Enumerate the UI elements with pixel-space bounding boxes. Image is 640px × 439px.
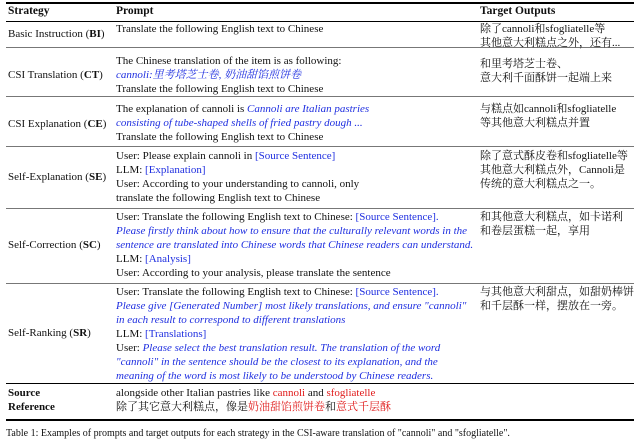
strategy-name: Self-Correction (8, 239, 77, 251)
csi-term: 意式千层酥 (336, 401, 391, 413)
row-rule (6, 96, 634, 97)
target-se (480, 149, 628, 191)
target-sr (480, 285, 634, 313)
source-reference (116, 386, 391, 414)
prompt-text: LLM: (116, 164, 146, 176)
strategy-name: Basic Instruction (8, 28, 83, 40)
bottom-rule (6, 419, 634, 421)
prompt-bi (116, 22, 323, 36)
header-prompt: Prompt (116, 5, 154, 17)
strategy-abbr: BI (89, 28, 101, 40)
prompt-sr (116, 285, 466, 383)
strategy-abbr: CE (87, 118, 103, 130)
source-text: and (305, 387, 327, 399)
strategy-abbr: SR (73, 327, 88, 339)
strategy-se: Self-Explanation (SE) (8, 171, 107, 183)
csi-term: 奶油甜馅煎饼卷 (248, 401, 325, 413)
source-label-text: Source (8, 387, 41, 399)
row-rule (6, 146, 634, 147)
prompt-instruction: Please give [Generated Number] most likely translations, and ensure "cannoli" (116, 300, 467, 312)
target-sc (480, 210, 623, 238)
prompt-line: User: According to your analysis, please translate the sentence (116, 267, 391, 279)
prompt-instruction: "cannoli" in the sentence should be the closest to its explanation, and the (116, 356, 438, 368)
reference-sentence (116, 400, 391, 414)
strategy-name: CSI Translation (8, 69, 78, 81)
prompt-sc (116, 210, 473, 280)
prompt-placeholder: [Source Sentence]. (355, 286, 439, 298)
row-rule (6, 208, 634, 209)
strategy-sc: Self-Correction (SC) (8, 239, 101, 251)
target-line: 其他意大利糕点外，Cannoli是 (480, 164, 625, 176)
strategy-sr: Self-Ranking (SR) (8, 327, 91, 339)
target-bi (480, 22, 620, 50)
target-ct (480, 57, 612, 85)
prompt-placeholder: [Explanation] (145, 164, 206, 176)
prompt-text: User: Translate the following English text to Chinese: (116, 286, 356, 298)
prompt-text: User: (116, 342, 143, 354)
prompt-text: User: Please explain cannoli in (116, 150, 255, 162)
source-text: alongside other Italian pastries like (116, 387, 273, 399)
target-line: 除了意式酥皮卷和sfogliatelle等 (480, 150, 628, 162)
prompt-explanation: consisting of tube-shaped shells of fried pastry dough ... (116, 117, 363, 129)
prompt-instruction: sentence are translated into Chinese words that Chinese readers can understand. (116, 239, 474, 251)
target-line: 和卷层蛋糕一起，享用 (480, 225, 590, 237)
target-line: 等其他意大利糕点并置 (480, 117, 590, 129)
prompt-line: translate the following English text to Chinese (116, 192, 321, 204)
source-sentence (116, 386, 391, 400)
target-line: 传统的意大利糕点之一。 (480, 178, 601, 190)
prompt-text: The explanation of cannoli is (116, 103, 248, 115)
prompt-placeholder: [Source Sentence] (255, 150, 336, 162)
prompt-explanation: Cannoli are Italian pastries (247, 103, 370, 115)
prompt-line-csi: cannoli:里考塔芝士卷, 奶油甜馅煎饼卷 (116, 69, 302, 81)
prompt-line: The Chinese translation of the item is as following: (116, 55, 342, 67)
table-caption: Table 1: Examples of prompts and target outputs for each strategy in the CSI-aware translation of "cannoli" and "sfogliatelle". (6, 428, 510, 439)
reference-label-text: Reference (8, 401, 55, 413)
strategy-abbr: SE (88, 171, 103, 183)
prompt-placeholder: [Translations] (145, 328, 207, 340)
prompt-instruction: Please firstly think about how to ensure that the culturally relevant words in the (116, 225, 468, 237)
prompt-se (116, 149, 359, 205)
prompt-text: LLM: (116, 328, 146, 340)
strategy-ce: CSI Explanation (CE) (8, 118, 107, 130)
prompt-placeholder: [Analysis] (145, 253, 191, 265)
prompt-ce (116, 102, 369, 144)
target-line: 和里考塔芝士卷、 (480, 58, 568, 70)
strategy-name: Self-Explanation (8, 171, 83, 183)
strategy-ct: CSI Translation (CT) (8, 69, 103, 81)
prompt-line: Translate the following English text to Chinese (116, 131, 324, 143)
strategy-name: Self-Ranking (8, 327, 67, 339)
row-rule (6, 283, 634, 284)
target-line: 除了cannoli和sfogliatelle等 (480, 23, 606, 35)
header-target: Target Outputs (480, 5, 556, 17)
csi-term: sfogliatelle (326, 387, 376, 399)
target-line: 和其他意大利糕点，如卡诺利 (480, 211, 623, 223)
strategy-abbr: CT (83, 69, 100, 81)
source-label (8, 386, 55, 414)
header-strategy: Strategy (8, 5, 50, 17)
prompt-instruction: in each result to correspond to different translations (116, 314, 346, 326)
prompt-line: Translate the following English text to Chinese (116, 83, 324, 95)
reference-text: 除了其它意大利糕点，像是 (116, 401, 248, 413)
target-ce (480, 102, 616, 130)
reference-text: 和 (325, 401, 336, 413)
target-line: 与其他意大利甜点，如甜奶棒饼 (480, 286, 634, 298)
target-line: 其他意大利糕点之外，还有... (480, 37, 621, 49)
source-rule (6, 383, 634, 384)
strategy-bi: Basic Instruction (BI) (8, 28, 105, 40)
prompt-ct (116, 54, 341, 96)
strategy-abbr: SC (82, 239, 97, 251)
prompt-line: Translate the following English text to Chinese (116, 23, 324, 35)
target-line: 和千层酥一样，摆放在一旁。 (480, 300, 623, 312)
target-line: 意大利千面酥饼一起端上来 (480, 72, 612, 84)
prompt-placeholder: [Source Sentence]. (355, 211, 439, 223)
prompt-text: LLM: (116, 253, 146, 265)
prompt-instruction: meaning of the word is most likely to be understood by Chinese readers. (116, 370, 434, 382)
csi-term: cannoli (272, 387, 306, 399)
strategy-name: CSI Explanation (8, 118, 82, 130)
prompt-text: User: Translate the following English text to Chinese: (116, 211, 356, 223)
prompt-line: User: According to your understanding to cannoli, only (116, 178, 360, 190)
target-line: 与糕点如cannoli和sfogliatelle (480, 103, 617, 115)
prompt-instruction: Please select the best translation result. The translation of the word (142, 342, 441, 354)
